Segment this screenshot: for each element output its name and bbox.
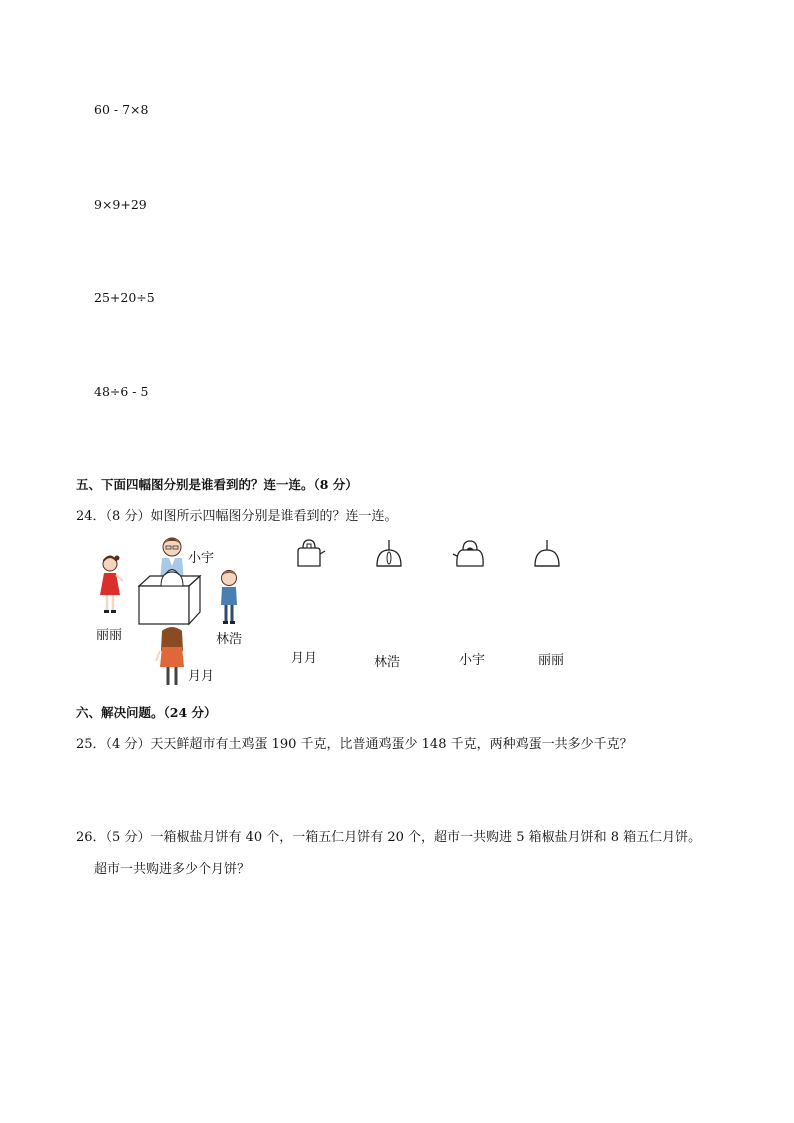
question-26-line-1: 26．（5 分）一箱椒盐月饼有 40 个，一箱五仁月饼有 20 个，超市一共购进 5 箱椒盐月饼和 8 箱五仁月饼。 (76, 830, 702, 845)
label-linhao: 林浩 (216, 632, 243, 647)
expression-1: 60 - 7×8 (94, 102, 149, 117)
kettle-front-view-icon (373, 538, 405, 568)
option-label-1: 月月 (291, 651, 318, 666)
kettle-angled-view-icon (453, 538, 487, 568)
label-yueyue: 月月 (188, 669, 215, 684)
section-5-heading: 五、下面四幅图分别是谁看到的？连一连。（8 分） (76, 477, 358, 492)
option-label-4: 丽丽 (538, 653, 565, 668)
question-26-line-2: 超市一共购进多少个月饼？ (94, 862, 251, 877)
option-label-2: 林浩 (374, 655, 401, 670)
boy-linhao-figure (216, 569, 242, 625)
option-label-3: 小宇 (459, 653, 486, 668)
question-24: 24．（8 分）如图所示四幅图分别是谁看到的？连一连。 (76, 509, 398, 524)
section-6-heading: 六、解决问题。（24 分） (76, 705, 217, 720)
table-with-kettle (137, 566, 203, 626)
girl-yueyue-figure (156, 627, 188, 689)
kettle-back-view-icon (533, 538, 561, 568)
label-xiaoyu: 小宇 (188, 551, 215, 566)
expression-2: 9×9+29 (94, 197, 147, 212)
label-lili: 丽丽 (96, 628, 123, 643)
kettle-side-view-icon (293, 538, 325, 568)
question-25: 25．（4 分）天天鲜超市有土鸡蛋 190 千克，比普通鸡蛋少 148 千克，两种鸡蛋一共多少千克？ (76, 737, 633, 752)
girl-lili-figure (96, 555, 126, 617)
expression-4: 48÷6 - 5 (94, 384, 149, 399)
expression-3: 25+20÷5 (94, 290, 155, 305)
